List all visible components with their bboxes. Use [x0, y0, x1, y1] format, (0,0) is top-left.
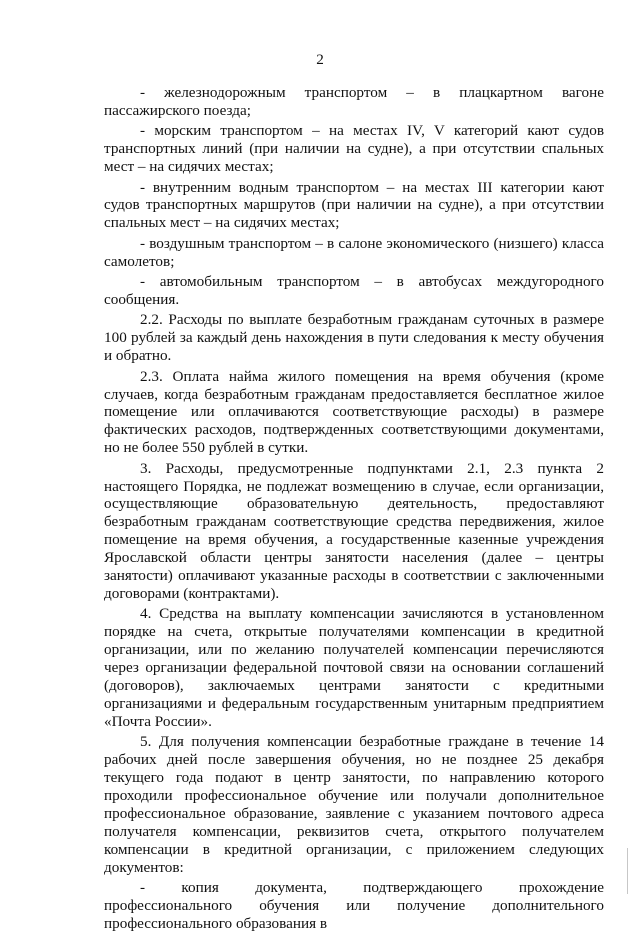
paragraph-5-application: 5. Для получения компенсации безработные граждане в течение 14 рабочих дней после завершения обучения, но не позднее 25 декабря текущего года подают в центр занятости, по направлению которого проходили профессиональное обучение или получали дополнительное профессиональное образование, заявление с указанием почтового адреса получателя компенсации, реквизитов счета, открытого получателем компенсации в кредитной организации, с приложением следующих документов: [104, 733, 604, 876]
paragraph-rail-transport: - железнодорожным транспортом – в плацкартном вагоне пассажирского поезда; [104, 84, 604, 119]
paragraph-sea-transport: - морским транспортом – на местах IV, V категорий кают судов транспортных линий (при наличии на судне), а при отсутствии спальных мест – на сидячих местах; [104, 122, 604, 176]
paragraph-4-payment: 4. Средства на выплату компенсации зачисляются в установленном порядке на счета, открытые получателями компенсации в кредитной организации, или по желанию получателей компенсации перечисляются через организации федеральной почтовой связи на основании соглашений (договоров), заключаемых центрами занятости с кредитными организациями и федеральным государственным унитарным предприятием «Почта России». [104, 605, 604, 730]
document-body [104, 84, 604, 932]
paragraph-air-transport: - воздушным транспортом – в салоне экономического (низшего) класса самолетов; [104, 234, 604, 270]
paragraph-inland-water-transport: - внутренним водным транспортом – на местах III категории кают судов транспортных маршрутов (при наличии на судне), а при отсутствии спальных мест – на сидячих местах; [104, 178, 604, 232]
paragraph-2-2-daily-allowance: 2.2. Расходы по выплате безработным гражданам суточных в размере 100 рублей за каждый день нахождения в пути следования к месту обучения и обратно. [104, 311, 604, 365]
paragraph-document-copy: - копия документа, подтверждающего прохождение профессионального обучения или получение дополнительного профессионального образования в [104, 878, 604, 932]
scan-edge-mark [627, 848, 628, 894]
paragraph-3-exceptions: 3. Расходы, предусмотренные подпунктами 2.1, 2.3 пункта 2 настоящего Порядка, не подлежат возмещению в случае, если организации, осуществляющие образовательную деятельность, предоставляют безработным гражданам соответствующие средства передвижения, жилое помещение на время обучения, а государственные казенные учреждения Ярославской области центры занятости населения (далее – центры занятости) оплачивают указанные расходы в соответствии с заключенными договорами (контрактами). [104, 459, 604, 602]
page-number: 2 [316, 51, 324, 68]
paragraph-2-3-housing: 2.3. Оплата найма жилого помещения на время обучения (кроме случаев, когда безработным гражданам предоставляется бесплатное жилое помещение или оплачиваются соответствующие расходы) в размере фактических расходов, подтвержденных соответствующими документами, но не более 550 рублей в сутки. [104, 367, 604, 457]
paragraph-road-transport: - автомобильным транспортом – в автобусах междугородного сообщения. [104, 273, 604, 308]
